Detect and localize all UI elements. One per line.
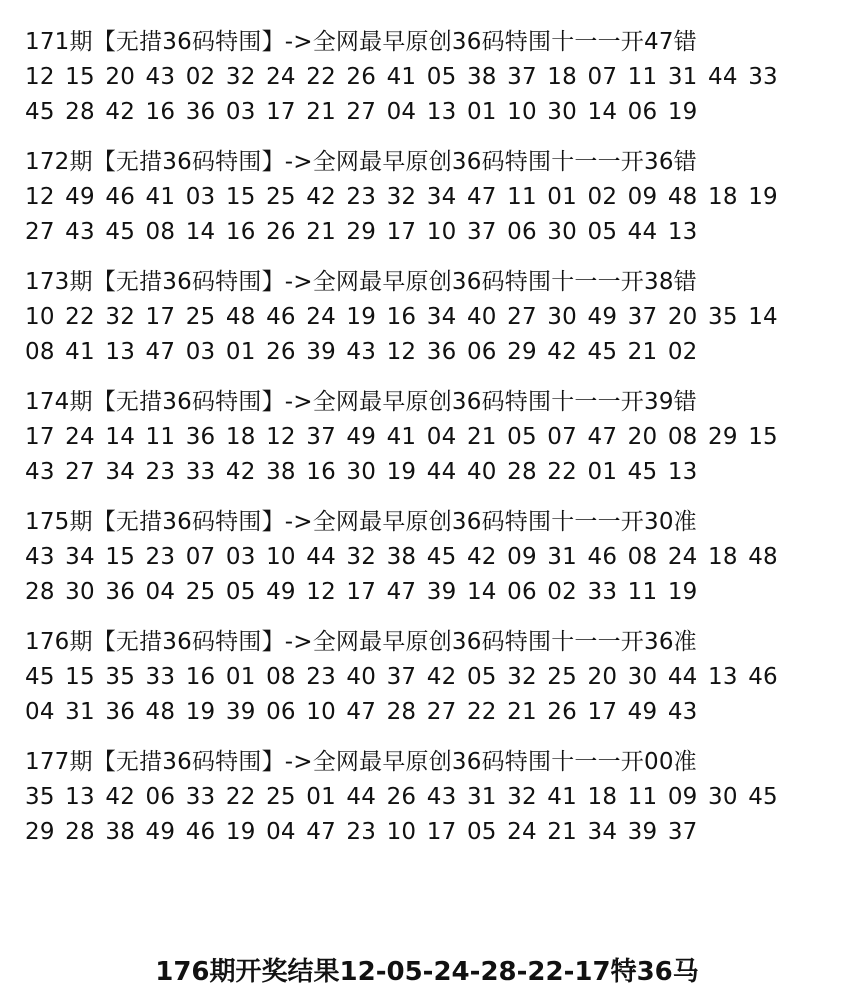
- draw-result-footer: 176期开奖结果12-05-24-28-22-17特36马: [155, 957, 699, 987]
- number-row: 43 34 15 23 07 03 10 44 32 38 45 42 09 31 46 08 24 18 48: [25, 544, 778, 570]
- prediction-entry-174: [25, 385, 825, 490]
- prediction-entry-171: [25, 25, 825, 130]
- number-row: 04 31 36 48 19 39 06 10 47 28 27 22 21 26 17 49 43: [25, 699, 698, 725]
- entry-header: 171期【无措36码特围】->全网最早原创36码特围十一一开47错: [25, 29, 697, 55]
- number-row: 10 22 32 17 25 48 46 24 19 16 34 40 27 30 49 37 20 35 14: [25, 304, 778, 330]
- entry-header: 175期【无措36码特围】->全网最早原创36码特围十一一开30准: [25, 509, 697, 535]
- prediction-entry-173: [25, 265, 825, 370]
- prediction-entry-177: [25, 745, 825, 850]
- prediction-entry-176: [25, 625, 825, 730]
- number-row: 12 49 46 41 03 15 25 42 23 32 34 47 11 01 02 09 48 18 19: [25, 184, 778, 210]
- entry-header: 172期【无措36码特围】->全网最早原创36码特围十一一开36错: [25, 149, 697, 175]
- number-row: 45 28 42 16 36 03 17 21 27 04 13 01 10 30 14 06 19: [25, 99, 698, 125]
- entry-header: 173期【无措36码特围】->全网最早原创36码特围十一一开38错: [25, 269, 697, 295]
- predictions-list: [25, 25, 825, 865]
- number-row: 43 27 34 23 33 42 38 16 30 19 44 40 28 22 01 45 13: [25, 459, 698, 485]
- prediction-entry-172: [25, 145, 825, 250]
- number-row: 17 24 14 11 36 18 12 37 49 41 04 21 05 07 47 20 08 29 15: [25, 424, 778, 450]
- number-row: 35 13 42 06 33 22 25 01 44 26 43 31 32 41 18 11 09 30 45: [25, 784, 778, 810]
- number-row: 45 15 35 33 16 01 08 23 40 37 42 05 32 25 20 30 44 13 46: [25, 664, 778, 690]
- number-row: 27 43 45 08 14 16 26 21 29 17 10 37 06 30 05 44 13: [25, 219, 698, 245]
- entry-header: 176期【无措36码特围】->全网最早原创36码特围十一一开36准: [25, 629, 697, 655]
- number-row: 28 30 36 04 25 05 49 12 17 47 39 14 06 02 33 11 19: [25, 579, 698, 605]
- number-row: 12 15 20 43 02 32 24 22 26 41 05 38 37 18 07 11 31 44 33: [25, 64, 778, 90]
- prediction-entry-175: [25, 505, 825, 610]
- number-row: 29 28 38 49 46 19 04 47 23 10 17 05 24 21 34 39 37: [25, 819, 698, 845]
- entry-header: 174期【无措36码特围】->全网最早原创36码特围十一一开39错: [25, 389, 697, 415]
- entry-header: 177期【无措36码特围】->全网最早原创36码特围十一一开00准: [25, 749, 697, 775]
- number-row: 08 41 13 47 03 01 26 39 43 12 36 06 29 42 45 21 02: [25, 339, 698, 365]
